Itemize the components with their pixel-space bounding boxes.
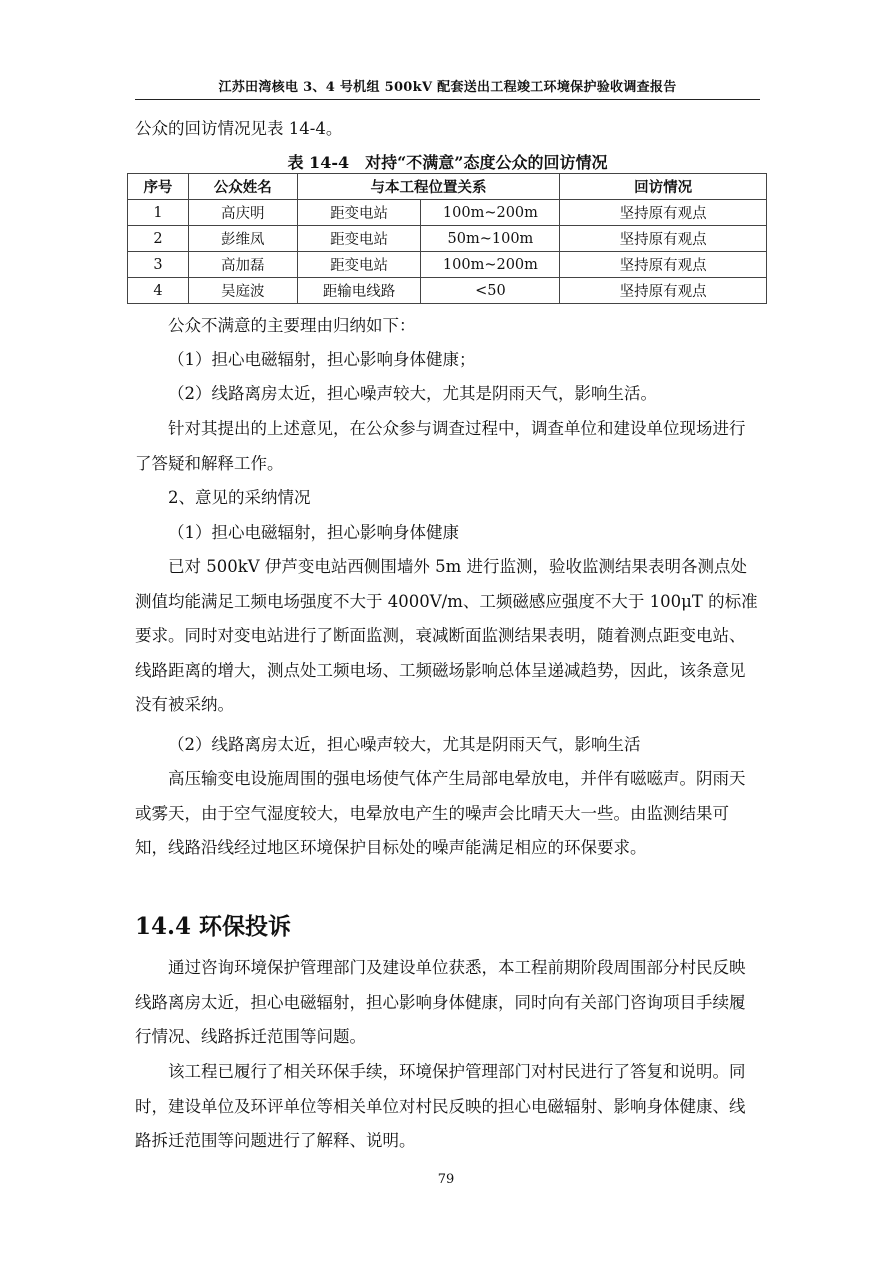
cell-distance: 50m~100m: [421, 226, 560, 252]
reason-1: （1）担心电磁辐射，担心影响身体健康；: [168, 350, 476, 369]
cell-name: 彭维凤: [188, 226, 297, 252]
cell-relation: 距变电站: [297, 200, 421, 226]
cell-status: 坚持原有观点: [560, 252, 767, 278]
cell-status: 坚持原有观点: [560, 278, 767, 304]
header-rule: [135, 99, 760, 100]
cell-name: 高庆明: [188, 200, 297, 226]
revisit-table: [127, 173, 767, 304]
cell-no: 1: [128, 200, 189, 226]
cell-relation: 距变电站: [297, 252, 421, 278]
col-header-no: 序号: [128, 174, 189, 200]
reason-2: （2）线路离房太近，担心噪声较大，尤其是阴雨天气，影响生活。: [168, 384, 657, 403]
col-header-name: 公众姓名: [188, 174, 297, 200]
table-row: [128, 278, 767, 304]
cell-distance: 100m~200m: [421, 200, 560, 226]
cell-distance: 100m~200m: [421, 252, 560, 278]
cell-no: 3: [128, 252, 189, 278]
response-paragraph: 针对其提出的上述意见，在公众参与调查过程中，调查单位和建设单位现场进行了答疑和解释工作。: [135, 419, 746, 473]
cell-status: 坚持原有观点: [560, 200, 767, 226]
intro-text: 公众的回访情况见表 14-4。: [135, 119, 343, 138]
cell-no: 4: [128, 278, 189, 304]
reason-intro: 公众不满意的主要理由归纳如下：: [168, 316, 416, 335]
complaint-paragraph-2: 该工程已履行了相关环保手续，环境保护管理部门对村民进行了答复和说明。同时，建设单位及环评单位等相关单位对村民反映的担心电磁辐射、影响身体健康、线路拆迁范围等问题进行了解释、说明。: [135, 1062, 746, 1150]
table-row: [128, 200, 767, 226]
cell-no: 2: [128, 226, 189, 252]
adoption-item-1-title: （1）担心电磁辐射，担心影响身体健康: [168, 523, 459, 542]
cell-status: 坚持原有观点: [560, 226, 767, 252]
adoption-item-2-body: 高压输变电设施周围的强电场使气体产生局部电晕放电，并伴有嗞嗞声。阴雨天或雾天，由于空气湿度较大，电晕放电产生的噪声会比晴天大一些。由监测结果可知，线路沿线经过地区环境保护目标处的噪声能满足相应的环保要求。: [135, 769, 746, 857]
cell-distance: <50: [421, 278, 560, 304]
table-row: [128, 226, 767, 252]
subheading-adoption: 2、意见的采纳情况: [168, 488, 311, 507]
running-header: 江苏田湾核电 3、4 号机组 500kV 配套送出工程竣工环境保护验收调查报告: [218, 80, 677, 95]
adoption-item-1-body: 已对 500kV 伊芦变电站西侧围墙外 5m 进行监测，验收监测结果表明各测点处测值均能满足工频电场强度不大于 4000V/m、工频磁感应强度不大于 100μT 的标准要求。同时对变电站进行了断面监测，衰减断面监测结果表明，随着测点距变电站、线路距离的增大，测点处工频电场、工频磁场影响总体呈递减趋势，因此，该条意见没有被采纳。: [135, 557, 758, 714]
table-row: [128, 252, 767, 278]
cell-name: 高加磊: [188, 252, 297, 278]
col-header-relation: 与本工程位置关系: [297, 174, 560, 200]
col-header-status: 回访情况: [560, 174, 767, 200]
complaint-paragraph-1: 通过咨询环境保护管理部门及建设单位获悉，本工程前期阶段周围部分村民反映线路离房太近，担心电磁辐射，担心影响身体健康，同时向有关部门咨询项目手续履行情况、线路拆迁范围等问题。: [135, 958, 746, 1046]
section-heading: 14.4 环保投诉: [135, 913, 292, 940]
cell-relation: 距变电站: [297, 226, 421, 252]
table-header-row: [128, 174, 767, 200]
page-number: 79: [437, 1172, 455, 1187]
table-caption: 表 14-4 对持“不满意”态度公众的回访情况: [287, 153, 608, 172]
cell-relation: 距输电线路: [297, 278, 421, 304]
adoption-item-2-title: （2）线路离房太近，担心噪声较大，尤其是阴雨天气，影响生活: [168, 735, 641, 754]
cell-name: 吴庭波: [188, 278, 297, 304]
